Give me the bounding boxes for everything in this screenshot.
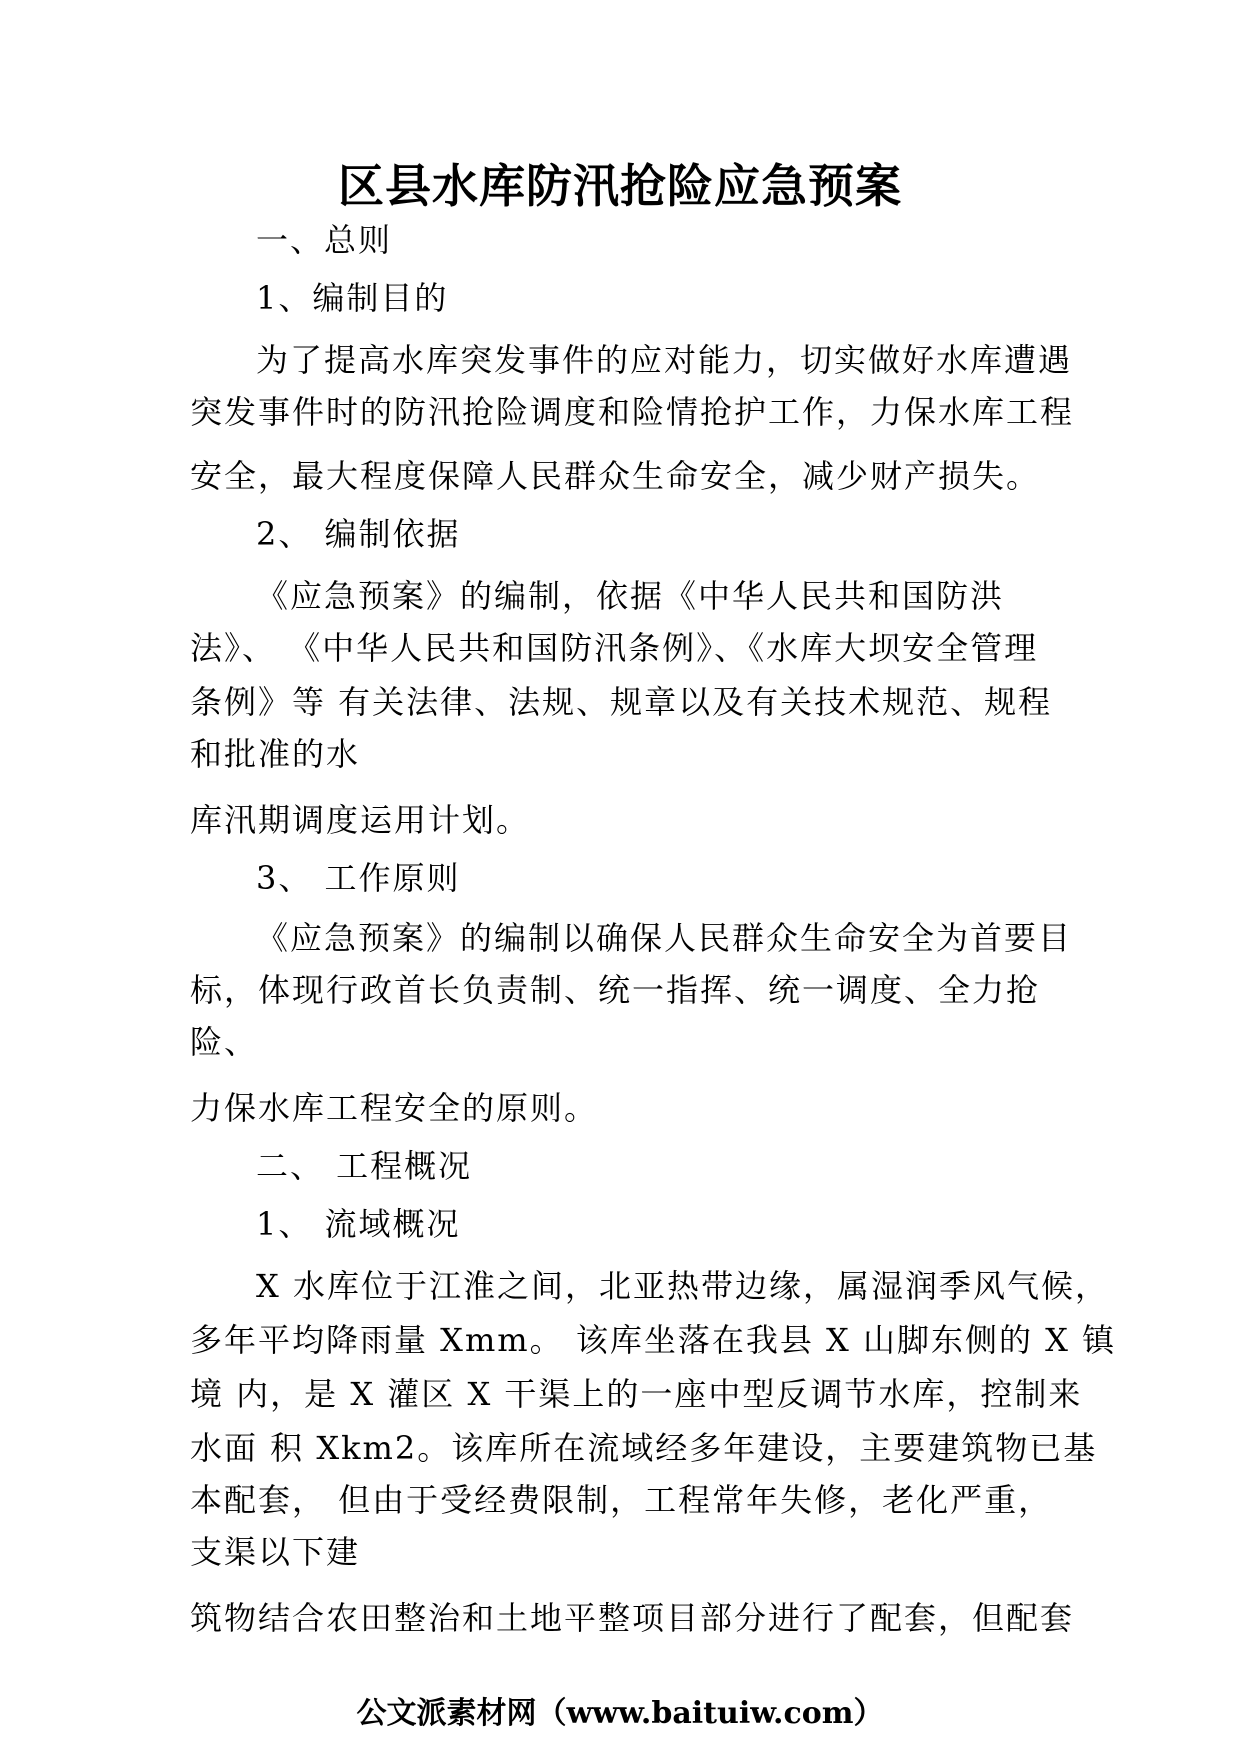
paragraph-line: 筑物结合农田整治和土地平整项目部分进行了配套，但配套 [190, 1599, 1075, 1637]
heading-project-overview: 二、 工程概况 [256, 1147, 473, 1185]
paragraph-line: 标，体现行政首长负责制、统一指挥、统一调度、全力抢 [190, 971, 1041, 1009]
paragraph-line: 本配套， 但由于受经费限制，工程常年失修，老化严重， [190, 1481, 1053, 1519]
paragraph-line: 法》、 《中华人民共和国防汛条例》、《水库大坝安全管理 [190, 629, 1039, 667]
heading-basin-overview: 1、 流域概况 [256, 1205, 461, 1243]
paragraph-line: 《应急预案》的编制以确保人民群众生命安全为首要目 [256, 919, 1073, 957]
paragraph-line: 和批准的水 [190, 735, 361, 773]
paragraph-line: 库汛期调度运用计划。 [190, 801, 531, 839]
paragraph-line: 安全，最大程度保障人民群众生命安全，减少财产损失。 [190, 457, 1041, 495]
paragraph-line: X 水库位于江淮之间，北亚热带边缘，属湿润季风气候， [256, 1267, 1109, 1305]
paragraph-line: 为了提高水库突发事件的应对能力，切实做好水库遭遇 [256, 341, 1073, 379]
paragraph-line: 支渠以下建 [190, 1533, 361, 1571]
paragraph-line: 力保水库工程安全的原则。 [190, 1089, 599, 1127]
heading-general: 一、总则 [256, 221, 393, 259]
paragraph-line: 境 内，是 X 灌区 X 干渠上的一座中型反调节水库，控制来 [190, 1375, 1083, 1413]
heading-principles: 3、 工作原则 [256, 859, 461, 897]
footer-watermark-text: 公文派素材网（www.baituiw.com） [356, 1696, 884, 1731]
document-title: 区县水库防汛抢险应急预案 [338, 159, 902, 213]
paragraph-line: 险、 [190, 1023, 259, 1061]
paragraph-line: 多年平均降雨量 Xmm。 该库坐落在我县 X 山脚东侧的 X 镇 [190, 1321, 1117, 1359]
paragraph-line: 《应急预案》的编制，依据《中华人民共和国防洪 [256, 577, 1005, 615]
paragraph-line: 水面 积 Xkm2。该库所在流域经多年建设，主要建筑物已基 [190, 1429, 1098, 1467]
heading-purpose: 1、编制目的 [256, 279, 449, 317]
heading-basis: 2、 编制依据 [256, 515, 461, 553]
paragraph-line: 突发事件时的防汛抢险调度和险情抢护工作，力保水库工程 [190, 393, 1075, 431]
paragraph-line: 条例》等 有关法律、法规、规章以及有关技术规范、规程 [190, 683, 1053, 721]
